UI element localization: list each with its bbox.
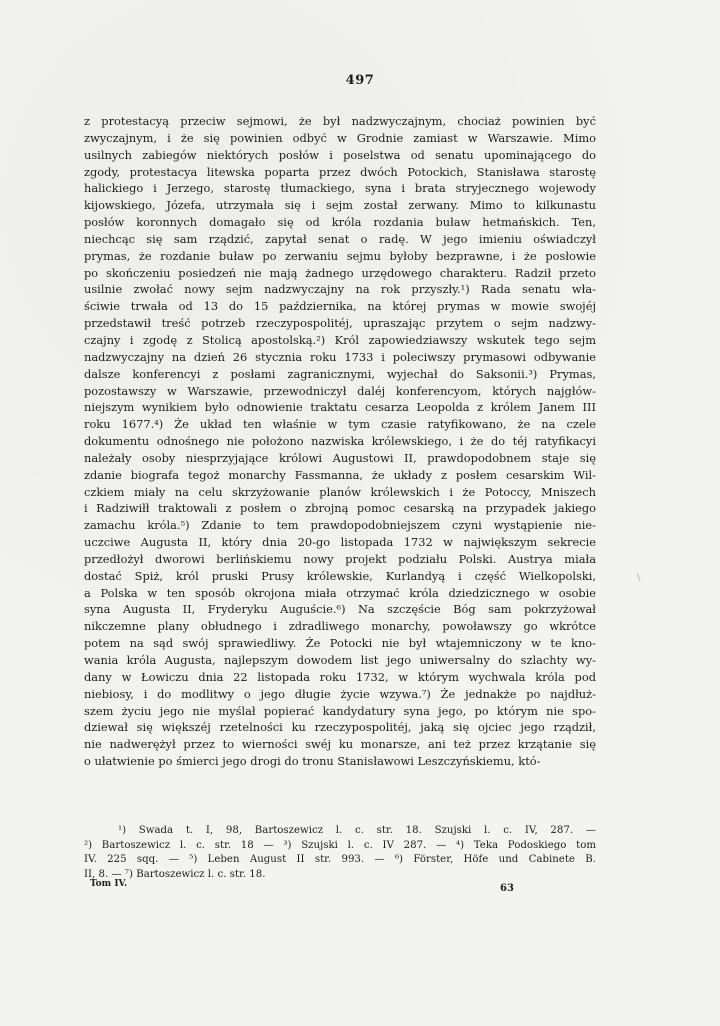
volume-signature: Tom IV. xyxy=(90,879,128,889)
body-text xyxy=(84,113,596,770)
text-line: potem na sąd swój sprawiedliwy. Że Potocki nie był wtajemniczony w te kno- xyxy=(84,636,596,651)
text-line: po skończeniu posiedzeń nie mają żadnego urzędowego charakteru. Radził przeto xyxy=(84,265,596,280)
footnote-line: ²) Bartoszewicz l. c. str. 18 — ³) Szujski l. c. IV 287. — ⁴) Teka Podoskiego tom xyxy=(84,839,596,851)
text-line: szem życiu jego nie myślał popierać kandydatury syna jego, po którym nie spo- xyxy=(84,703,596,718)
text-line: niebiosy, i do modlitwy o jego długie życie wzywa.⁷) Że jednakże po najdłuż- xyxy=(84,686,596,701)
text-line: dokumentu odnośnego nie położono nazwiska królewskiego, i że do téj ratyfikacyi xyxy=(84,434,596,449)
text-line: dziewał się większéj rzetelności ku rzeczypospolitéj, jaką się ojciec jego rządził, xyxy=(84,720,596,735)
page-number: 497 xyxy=(345,73,375,88)
text-line: czajny i zgodę z Stolicą apostolską.²) Król zapowiedziawszy wskutek tego sejm xyxy=(84,332,596,347)
text-line: czkiem miały na celu skrzyżowanie planów królewskich i że Potoccy, Mniszech xyxy=(84,484,596,499)
footnote-line: IV. 225 sqq. — ⁵) Leben August II str. 993. — ⁶) Förster, Höfe und Cabinete B. xyxy=(84,854,596,866)
text-line: usilnych zabiegów niektórych posłów i poselstwa od senatu upominającego do xyxy=(84,147,596,162)
text-line: przedłożył dworowi berlińskiemu nowy projekt podziału Polski. Austrya miała xyxy=(84,551,596,566)
text-line: zdanie biografa tegoż monarchy Fassmanna, że układy z posłem cesarskim Wil- xyxy=(84,467,596,482)
text-line: pozostawszy w Warszawie, przewodniczył daléj konferencyom, których najgłów- xyxy=(84,383,596,398)
text-line: dany w Łowiczu dnia 22 listopada roku 1732, w którym wychwala króla pod xyxy=(84,669,596,684)
text-line: niejszym wynikiem było odnowienie traktatu cesarza Leopolda z królem Janem III xyxy=(84,400,596,415)
text-line: zamachu króla.⁵) Zdanie to tem prawdopodobniejszem czyni wystąpienie nie- xyxy=(84,518,596,533)
text-line: o ułatwienie po śmierci jego drogi do tronu Stanisławowi Leszczyńskiemu, któ- xyxy=(84,754,541,769)
text-line: syna Augusta II, Fryderyku Auguście.⁶) Na szczęście Bóg sam pokrzyżował xyxy=(84,602,596,617)
footnote-line: ¹) Swada t. I, 98, Bartoszewicz l. c. str. 18. Szujski l. c. IV, 287. — xyxy=(118,825,596,836)
text-line: prymas, że rozdanie buław po zerwaniu sejmu byłoby bezprawne, i że posłowie xyxy=(84,248,596,263)
margin-mark xyxy=(637,571,646,582)
text-line: usilnie zwołać nowy sejm nadzwyczajny na rok przyszły.¹) Rada senatu wła- xyxy=(84,282,596,297)
footnote-line: II, 8. — ⁷) Bartoszewicz l. c. str. 18. xyxy=(84,868,266,880)
text-line: roku 1677.⁴) Że układ ten właśnie w tym czasie ratyfikowano, że na czele xyxy=(84,417,596,432)
text-line: nie nadwerężył przez to wierności swéj ku monarsze, ani też przez krzątanie się xyxy=(84,737,596,752)
sheet-signature: 63 xyxy=(500,883,514,894)
footnotes xyxy=(84,824,596,882)
text-line: i Radziwiłł traktowali z posłem o zbrojną pomoc cesarską na przypadek jakiego xyxy=(84,501,596,516)
text-line: kijowskiego, Józefa, utrzymała się i sejm został zerwany. Mimo to kilkunastu xyxy=(84,198,596,213)
text-line: nadzwyczajny na dzień 26 stycznia roku 1733 i poleciwszy prymasowi odbywanie xyxy=(84,349,596,364)
text-line: posłów koronnych domagało się od króla rozdania buław hetmańskich. Ten, xyxy=(84,215,596,230)
text-line: przedstawił treść potrzeb rzeczypospolitéj, upraszając przytem o sejm nadzwy- xyxy=(84,316,596,331)
text-line: halickiego i Jerzego, starostę tłumackiego, syna i brata stryjecznego wojewody xyxy=(84,181,596,196)
text-line: uczciwe Augusta II, który dnia 20-go listopada 1732 w największym sekrecie xyxy=(84,535,596,550)
text-line: ściwie trwała od 13 do 15 października, na której prymas w mowie swojéj xyxy=(84,299,596,314)
text-line: zwyczajnym, i że się powinien odbyć w Grodnie zamiast w Warszawie. Mimo xyxy=(84,130,596,145)
text-line: dostać Spiż, król pruski Prusy królewskie, Kurlandyą i część Wielkopolski, xyxy=(84,568,596,583)
text-line: niechcąc się sam rządzić, zapytał senat o radę. W jego imieniu oświadczył xyxy=(84,231,596,246)
text-line: należały osoby niesprzyjające królowi Augustowi II, prawdopodobnem staje się xyxy=(84,450,596,465)
text-line: dalsze konferencyi z posłami zagranicznymi, wyjechał do Saksonii.³) Prymas, xyxy=(84,366,596,381)
text-line: zgody, protestacya litewska poparta przez dwóch Potockich, Stanisława starostę xyxy=(84,164,596,179)
text-line: nikczemne plany obłudnego i zdradliwego monarchy, powoławszy go wkrótce xyxy=(84,619,596,634)
text-line: wania króla Augusta, najlepszym dowodem list jego uniwersalny do szlachty wy- xyxy=(84,653,596,667)
text-line: z protestacyą przeciw sejmowi, że był nadzwyczajnym, chociaż powinien być xyxy=(84,114,596,128)
text-line: a Polska w ten sposób okrojona miała otrzymać króla dziedzicznego w osobie xyxy=(84,585,596,600)
